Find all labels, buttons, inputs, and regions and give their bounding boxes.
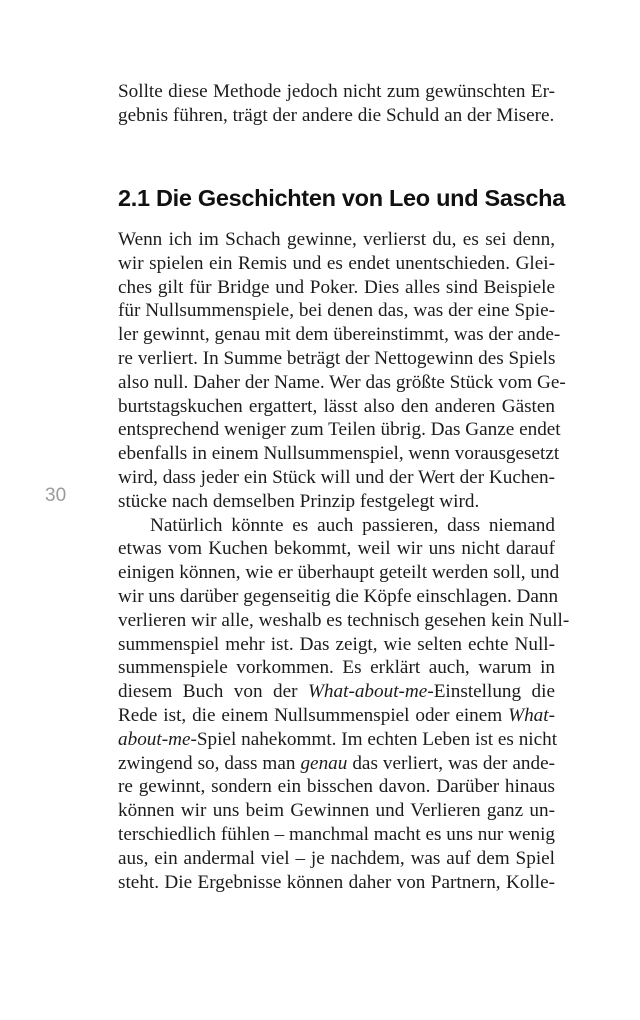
page-number: 30 [45,485,67,506]
text-line: entsprechend weniger zum Teilen übrig. Das Ganze endet [118,419,561,441]
intro-paragraph [118,80,555,128]
italic-term: genau [300,752,348,774]
text-line: steht. Die Ergebnisse können daher von Partnern, Kolle- [118,871,555,893]
italic-term: What-about-me [307,681,428,703]
section-heading: 2.1 Die Geschichten von Leo und Sascha [118,185,565,211]
text-line: re gewinnt, sondern ein bisschen davon. Darüber hinaus [118,776,555,798]
italic-term: What- [508,704,555,726]
text-line: ebenfalls in einem Nullsummenspiel, wenn vorausgesetzt [118,443,560,465]
text-line [118,680,555,704]
text-line [118,704,555,728]
text-line: etwas vom Kuchen bekommt, weil wir uns nicht darauf [118,538,555,560]
text-line: aus, ein andermal viel – je nachdem, was auf dem Spiel [118,847,555,869]
text-line: also null. Daher der Name. Wer das größte Stück vom Ge- [118,371,566,393]
intro-line: gebnis führen, trägt der andere die Schuld an der Misere. [118,104,555,126]
body-text [118,228,570,894]
text-line [118,752,555,776]
text-line: wir spielen ein Remis und es endet unentschieden. Glei- [118,252,555,274]
text-run: -Spiel nahekommt. Im echten Leben ist es nicht [190,728,558,750]
text-line: einigen können, wie er überhaupt geteilt werden soll, und [118,562,560,584]
text-line: wird, dass jeder ein Stück will und der Wert der Kuchen- [118,466,555,488]
text-line: Natürlich könnte es auch passieren, dass niemand [150,514,555,536]
text-line [118,728,558,752]
text-line: summenspiel mehr ist. Das zeigt, wie selten echte Null- [118,633,555,655]
text-line: stücke nach demselben Prinzip festgelegt wird. [118,490,480,512]
intro-line: Sollte diese Methode jedoch nicht zum gewünschten Er- [118,81,555,102]
text-line: für Nullsummenspiele, bei denen das, was der eine Spie- [118,300,555,322]
text-line: summenspiele vorkommen. Es erklärt auch, warum in [118,657,555,679]
text-line: burtstagskuchen ergattert, lässt also den anderen Gästen [118,395,555,417]
text-line: können wir uns beim Gewinnen und Verlieren ganz un- [118,800,555,822]
text-line: re verliert. In Summe beträgt der Nettogewinn des Spiels [118,347,556,369]
text-run: Rede ist, die einem Nullsummenspiel oder einem [118,704,509,726]
text-line: ler gewinnt, genau mit dem übereinstimmt, was der ande- [118,324,561,346]
text-line: verlieren wir alle, weshalb es technisch gesehen kein Null- [118,609,570,631]
paragraph-1 [118,228,566,514]
italic-term: about-me [118,728,191,750]
text-run: diesem Buch von der [118,681,308,703]
text-run: zwingend so, dass man [118,752,301,774]
text-line: wir uns darüber gegenseitig die Köpfe einschlagen. Dann [118,585,559,607]
text-line: ches gilt für Bridge und Poker. Dies alles sind Beispiele [118,276,555,298]
text-line: terschiedlich fühlen – manchmal macht es uns nur wenig [118,823,555,845]
text-line: Wenn ich im Schach gewinne, verlierst du, es sei denn, [118,229,555,250]
paragraph-2 [118,514,570,895]
text-run: das verliert, was der ande- [347,752,555,774]
text-run: -Einstellung die [427,681,555,703]
